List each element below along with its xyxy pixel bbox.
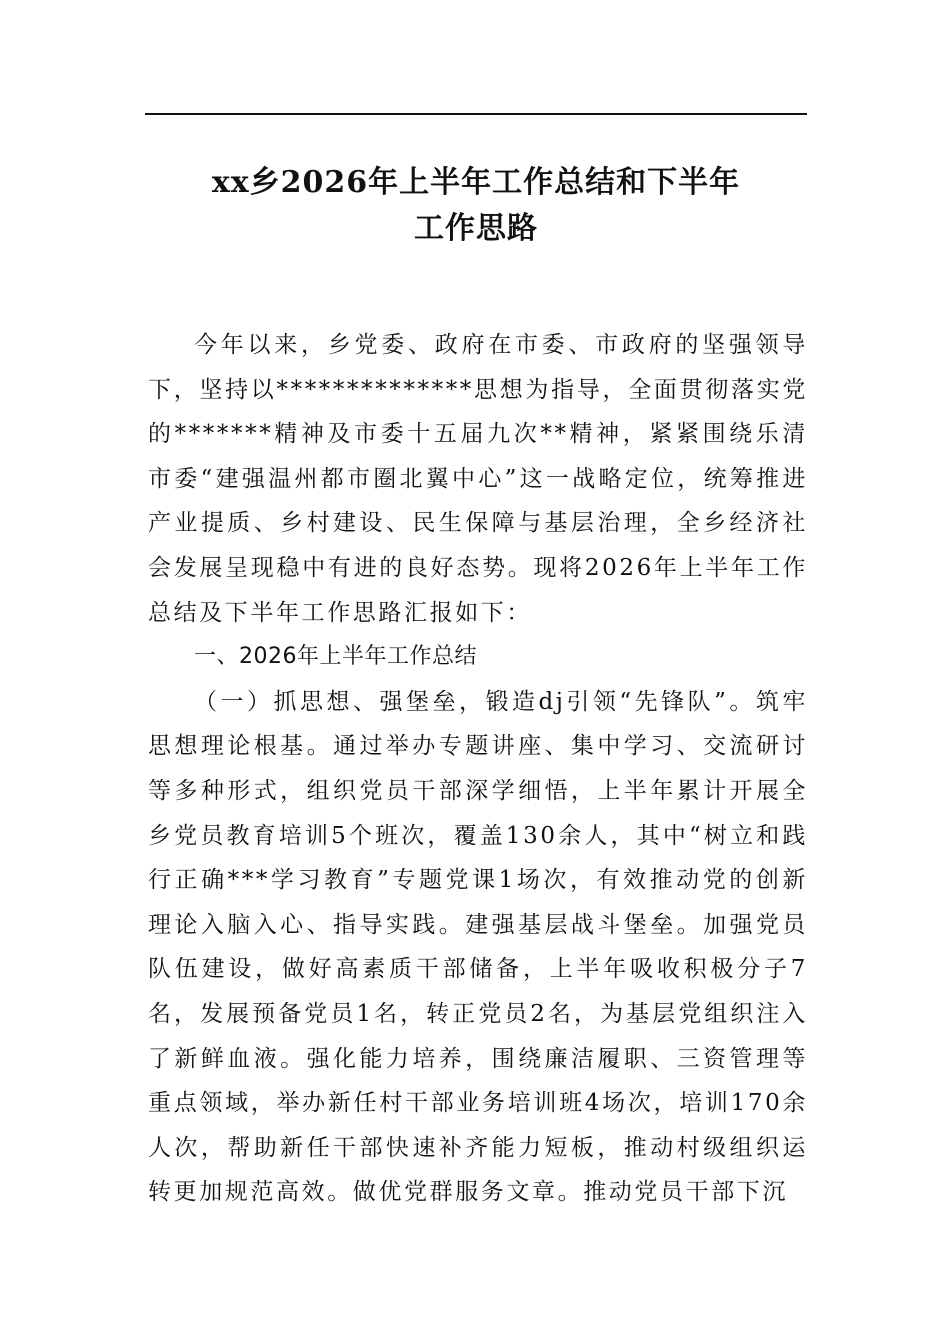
intro-paragraph: 今年以来，乡党委、政府在市委、市政府的坚强领导下，坚持以**************思想为指导，全面贯彻落实党的*******精神及市委十五届九次**精神，紧紧围绕乐清市委“建强温州都市圈北翼中心”这一战略定位，统筹推进产业提质、乡村建设、民生保障与基层治理，全乡经济社会发展呈现稳中有进的良好态势。现将2026年上半年工作总结及下半年工作思路汇报如下： [148,332,808,626]
section-1-paragraph-1: （一）抓思想、强堡垒，锻造dj引领“先锋队”。筑牢思想理论根基。通过举办专题讲座、集中学习、交流研讨等多种形式，组织党员干部深学细悟，上半年累计开展全乡党员教育培训5个班次，覆盖130余人，其中“树立和践行正确***学习教育”专题党课1场次，有效推动党的创新理论入脑入心、指导实践。建强基层战斗堡垒。加强党员队伍建设，做好高素质干部储备，上半年吸收积极分子7名，发展预备党员1名，转正党员2名，为基层党组织注入了新鲜血液。强化能力培养，围绕廉洁履职、三资管理等重点领域，举办新任村干部业务培训班4场次，培训170余人次，帮助新任干部快速补齐能力短板，推动村级组织运转更加规范高效。做优党群服务文章。推动党员干部下沉 [148,688,808,1206]
header-rule [145,113,807,115]
section-heading-1: 一、2026年上半年工作总结 [194,644,477,670]
document-title [145,160,807,252]
document-body [148,323,808,1215]
title-line-1: xx乡2026年上半年工作总结和下半年 [211,165,741,200]
title-line-2: 工作思路 [414,211,538,246]
